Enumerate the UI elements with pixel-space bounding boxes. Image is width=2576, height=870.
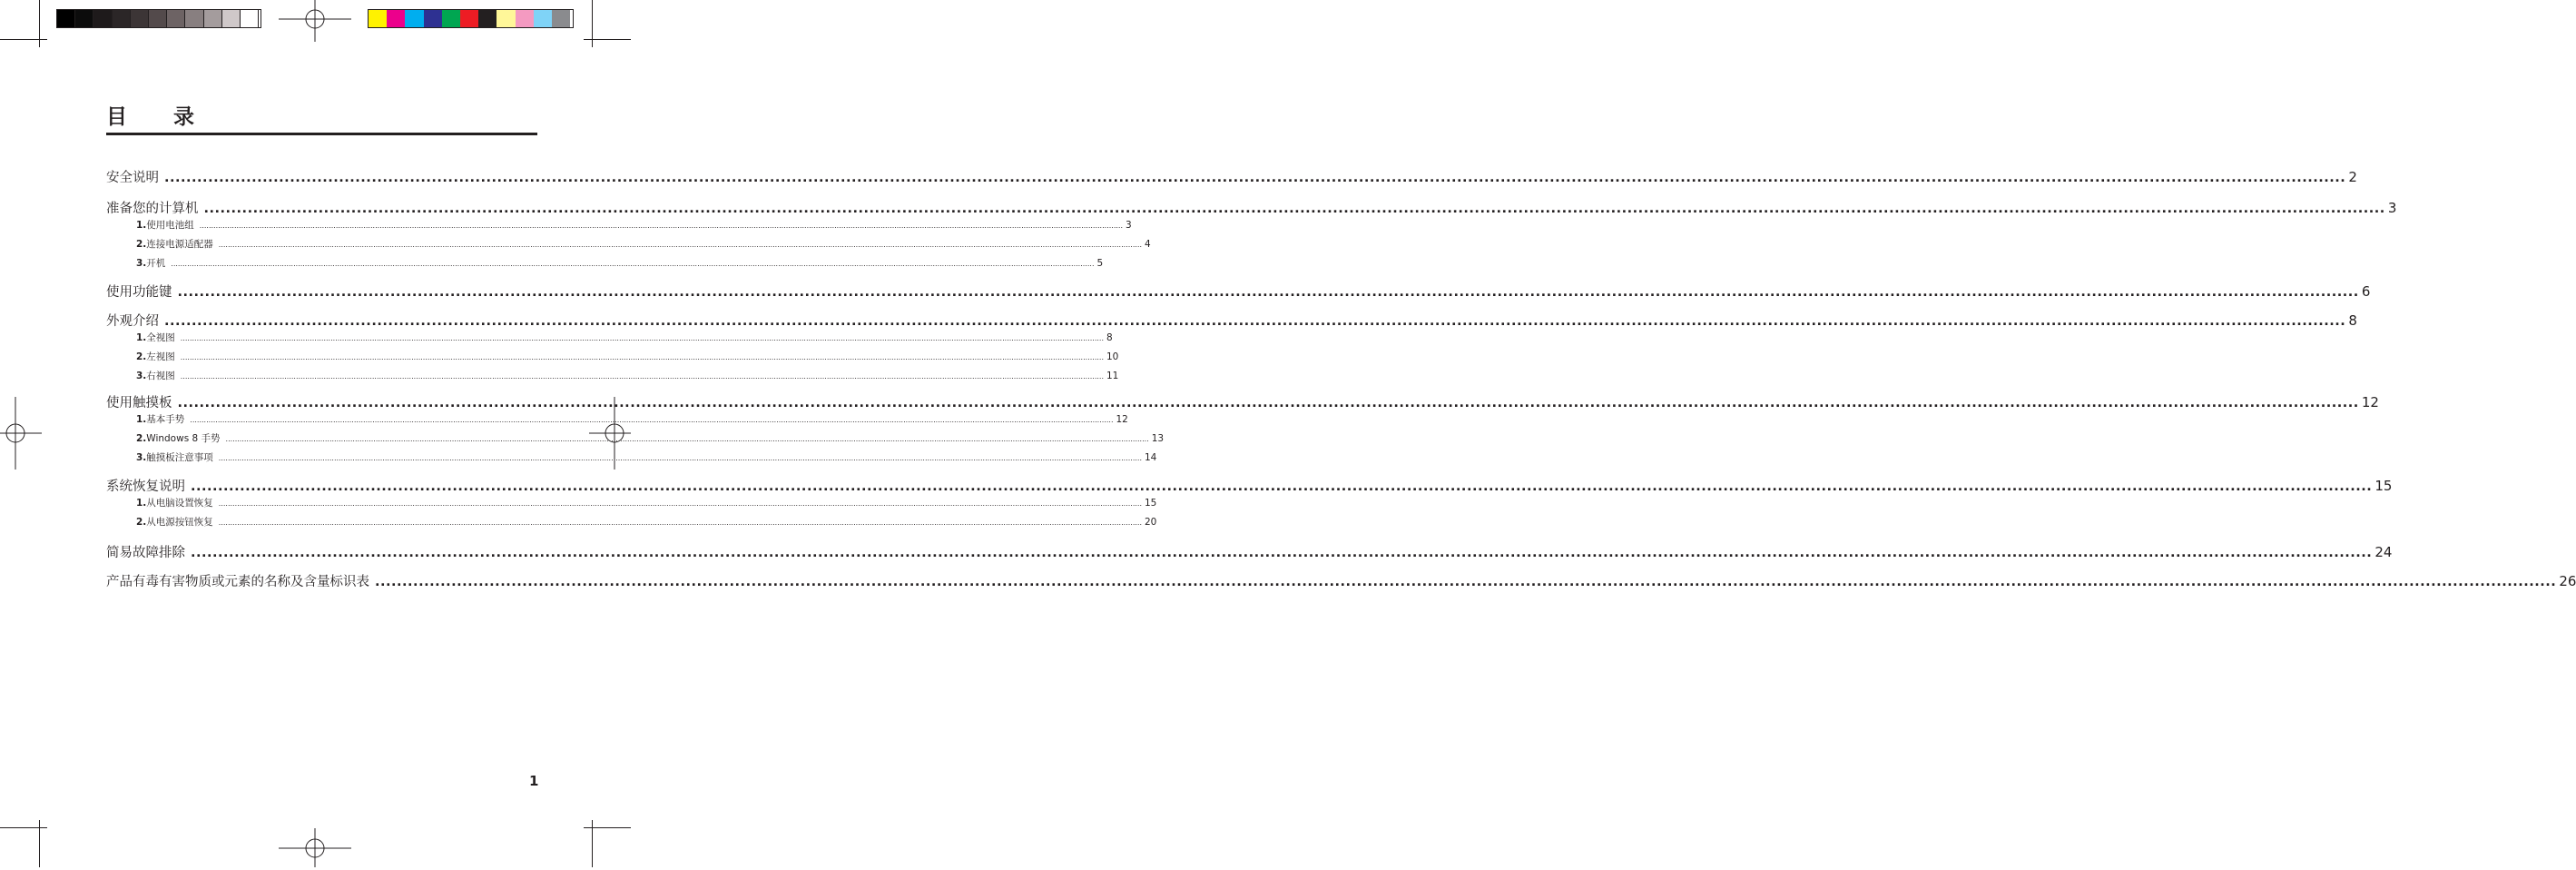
dot-leader: ................................................................................................................................................................................................................................................................................................................................................................................................................	[180, 353, 1104, 361]
toc-entry-page: 2	[2348, 169, 2357, 185]
toc-entry[interactable]	[106, 393, 2379, 411]
toc-entry-label: 简易故障排除	[106, 546, 185, 560]
toc-subentry-page: 12	[1116, 414, 1128, 425]
dot-leader: ................................................................................................................................................................................................................................................................................................................................................................................................................	[199, 222, 1123, 230]
toc-entry-label: 外观介绍	[106, 314, 159, 329]
toc-subentry-label: Windows 8 手势	[146, 433, 221, 444]
toc-entry[interactable]	[106, 572, 2576, 590]
toc-subentry-page: 5	[1096, 258, 1104, 269]
crop-mark	[0, 39, 47, 40]
toc-subentry-label: 连接电源适配器	[146, 239, 213, 250]
toc-subentry-number: 3.	[136, 371, 147, 381]
toc-subentry-page: 14	[1144, 452, 1157, 463]
dot-leader: ................................................................................................................................................................................................................................................................................................................................................................................................................	[191, 546, 2373, 560]
toc-subentry-page: 3	[1125, 220, 1132, 231]
page-title: 目 录	[106, 105, 207, 129]
toc-entry-label: 系统恢复说明	[106, 479, 185, 494]
toc-subentry-number: 1.	[136, 498, 147, 509]
toc-subentry[interactable]	[106, 257, 1104, 271]
dot-leader: ................................................................................................................................................................................................................................................................................................................................................................................................................	[190, 416, 1114, 424]
toc-entry[interactable]	[106, 311, 2357, 330]
toc-subentry-number: 2.	[136, 517, 147, 528]
toc-subentry-page: 10	[1106, 351, 1119, 362]
toc-subentry[interactable]	[106, 497, 1157, 510]
dot-leader: ................................................................................................................................................................................................................................................................................................................................................................................................................	[375, 575, 2557, 589]
toc-subentry-label: 从电源按钮恢复	[146, 517, 213, 528]
toc-subentry-label: 全视图	[146, 332, 175, 343]
toc-subentry[interactable]	[106, 219, 1132, 232]
toc-entry-label: 安全说明	[106, 171, 159, 185]
color-swatch	[75, 10, 93, 27]
toc-subentry-page: 13	[1151, 433, 1165, 444]
toc-entry[interactable]	[106, 168, 2357, 186]
toc-entry[interactable]	[106, 477, 2393, 495]
crop-mark	[39, 0, 40, 47]
toc-subentry[interactable]	[106, 432, 1165, 446]
toc-subentry-label: 右视图	[146, 371, 175, 381]
dot-leader: ................................................................................................................................................................................................................................................................................................................................................................................................................	[218, 499, 1142, 508]
toc-entry[interactable]	[106, 199, 2397, 217]
color-swatch	[57, 10, 75, 27]
dot-leader: ................................................................................................................................................................................................................................................................................................................................................................................................................	[177, 285, 2359, 300]
dot-leader: ................................................................................................................................................................................................................................................................................................................................................................................................................	[218, 519, 1142, 527]
dot-leader: ................................................................................................................................................................................................................................................................................................................................................................................................................	[191, 479, 2373, 494]
toc-entry-label: 使用功能键	[106, 285, 172, 300]
toc-entry-page: 15	[2374, 478, 2393, 494]
dot-leader: ................................................................................................................................................................................................................................................................................................................................................................................................................	[164, 314, 2346, 329]
dot-leader: ................................................................................................................................................................................................................................................................................................................................................................................................................	[203, 202, 2385, 216]
toc-subentry[interactable]	[106, 451, 1157, 465]
toc-subentry[interactable]	[106, 331, 1113, 345]
toc-subentry-number: 2.	[136, 433, 147, 444]
toc-subentry[interactable]	[106, 413, 1128, 427]
toc-subentry-label: 开机	[146, 258, 166, 269]
toc-subentry[interactable]	[106, 238, 1151, 252]
toc-entry-page: 6	[2361, 283, 2371, 300]
toc-subentry-number: 1.	[136, 332, 147, 343]
toc-subentry-label: 左视图	[146, 351, 175, 362]
toc-subentry-number: 2.	[136, 239, 147, 250]
toc-entry-page: 3	[2387, 200, 2397, 216]
toc-subentry[interactable]	[106, 370, 1119, 383]
toc-subentry-number: 3.	[136, 452, 147, 463]
toc-entry-page: 8	[2348, 312, 2357, 329]
color-swatch	[552, 10, 570, 27]
dot-leader: ................................................................................................................................................................................................................................................................................................................................................................................................................	[171, 260, 1095, 268]
page-number: 1	[529, 773, 539, 789]
registration-mark-icon	[0, 397, 42, 470]
toc-subentry-label: 基本手势	[146, 414, 185, 425]
toc-subentry-label: 使用电池组	[146, 220, 194, 231]
table-of-contents	[106, 0, 2576, 867]
toc-subentry-page: 4	[1144, 239, 1151, 250]
dot-leader: ................................................................................................................................................................................................................................................................................................................................................................................................................	[180, 334, 1104, 342]
toc-subentry-number: 2.	[136, 351, 147, 362]
toc-entry[interactable]	[106, 543, 2393, 561]
toc-subentry-number: 3.	[136, 258, 147, 269]
dot-leader: ................................................................................................................................................................................................................................................................................................................................................................................................................	[180, 372, 1104, 381]
toc-entry-page: 24	[2374, 544, 2393, 560]
crop-mark	[592, 0, 593, 47]
toc-subentry-number: 1.	[136, 220, 147, 231]
toc-subentry-label: 从电脑设置恢复	[146, 498, 213, 509]
dot-leader: ................................................................................................................................................................................................................................................................................................................................................................................................................	[225, 435, 1149, 443]
dot-leader: ................................................................................................................................................................................................................................................................................................................................................................................................................	[164, 171, 2346, 185]
toc-entry-label: 准备您的计算机	[106, 202, 199, 216]
toc-subentry-page: 11	[1106, 371, 1119, 381]
toc-subentry-page: 8	[1106, 332, 1113, 343]
toc-subentry[interactable]	[106, 516, 1157, 529]
crop-mark	[0, 827, 47, 828]
toc-entry-page: 26	[2559, 573, 2576, 589]
toc-subentry-page: 15	[1144, 498, 1157, 509]
toc-entry-label: 使用触摸板	[106, 396, 172, 410]
toc-entry-page: 12	[2361, 394, 2379, 410]
toc-subentry-page: 20	[1144, 517, 1157, 528]
dot-leader: ................................................................................................................................................................................................................................................................................................................................................................................................................	[218, 241, 1142, 249]
dot-leader: ................................................................................................................................................................................................................................................................................................................................................................................................................	[218, 454, 1142, 462]
toc-subentry-number: 1.	[136, 414, 147, 425]
dot-leader: ................................................................................................................................................................................................................................................................................................................................................................................................................	[177, 396, 2359, 410]
toc-subentry-label: 触摸板注意事项	[146, 452, 213, 463]
crop-mark	[584, 39, 631, 40]
toc-entry[interactable]	[106, 282, 2371, 301]
crop-mark	[584, 827, 631, 828]
toc-subentry[interactable]	[106, 351, 1119, 364]
toc-entry-label: 产品有毒有害物质或元素的名称及含量标识表	[106, 575, 369, 589]
